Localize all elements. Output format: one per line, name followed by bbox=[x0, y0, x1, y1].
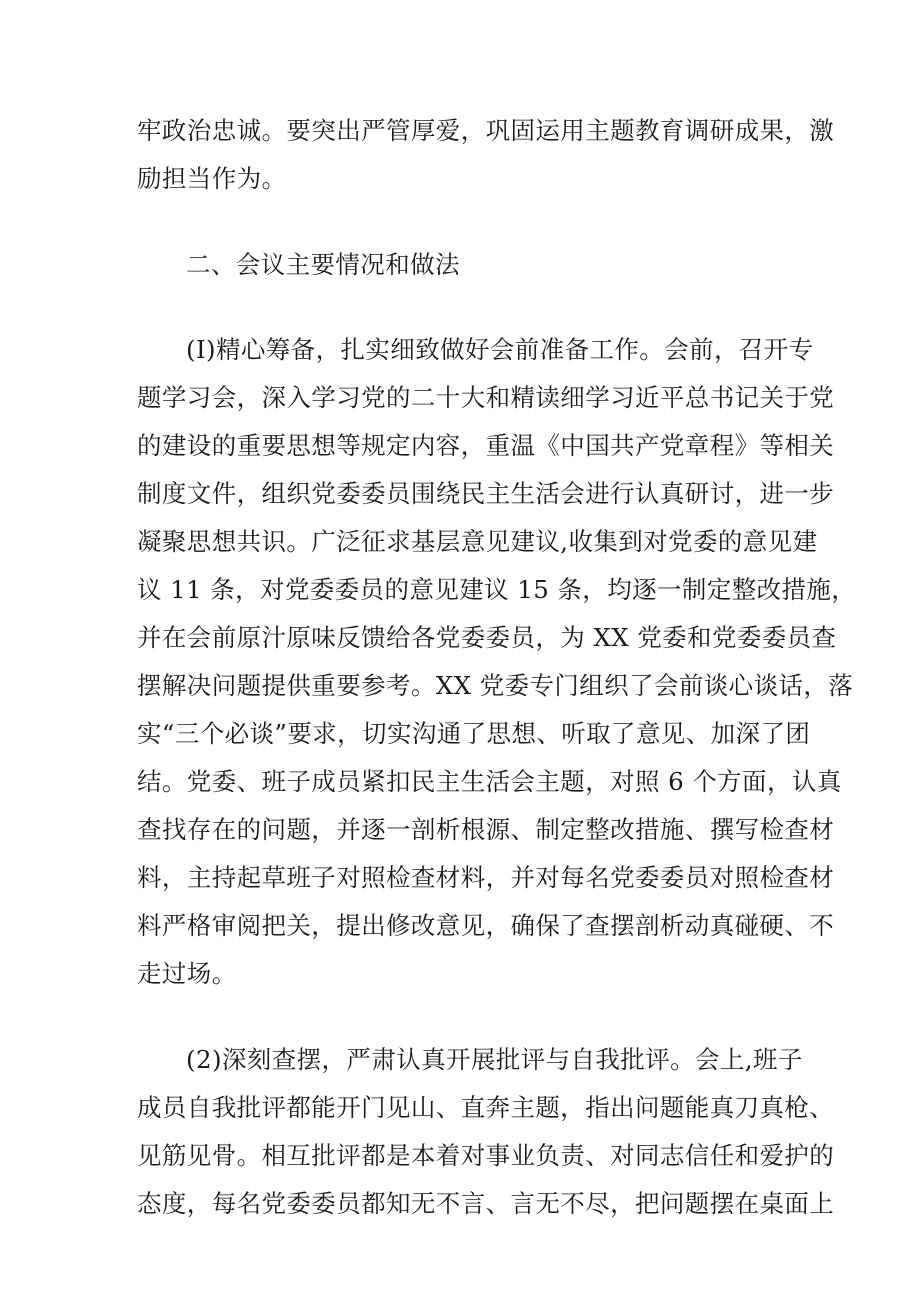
body-text-line: 励担当作为。 bbox=[137, 164, 287, 193]
body-text-line: 凝聚思想共识。广泛征求基层意见建议,收集到对党委的意见建 bbox=[137, 527, 818, 556]
body-text-line: 态度，每名党委委员都知无不言、言无不尽，把问题摆在桌面上 bbox=[137, 1189, 835, 1218]
body-text-line: 结。党委、班子成员紧扣民主生活会主题，对照 6 个方面，认真 bbox=[137, 767, 842, 796]
section-heading: 二、会议主要情况和做法 bbox=[186, 250, 460, 279]
body-text-line: 题学习会，深入学习党的二十大和精读细学习近平总书记关于党 bbox=[137, 383, 835, 412]
paragraph-first-line: (I)精心筹备，扎实细致做好会前准备工作。会前，召开专 bbox=[186, 335, 814, 364]
body-text-line: 制度文件，组织党委委员围绕民主生活会进行认真研讨，进一步 bbox=[137, 479, 835, 508]
body-text-line: 议 11 条，对党委委员的意见建议 15 条，均逐一制定整改措施， bbox=[137, 575, 857, 604]
body-text-line: 见筋见骨。相互批评都是本着对事业负责、对同志信任和爱护的 bbox=[137, 1141, 835, 1170]
body-text-line: 查找存在的问题，并逐一剖析根源、制定整改措施、撰写检查材 bbox=[137, 815, 835, 844]
body-text-line: 的建设的重要思想等规定内容，重温《中国共产党章程》等相关 bbox=[137, 431, 835, 460]
paragraph-first-line: (2)深刻查摆，严肃认真开展批评与自我批评。会上,班子 bbox=[186, 1045, 803, 1074]
body-text-line: 牢政治忠诚。要突出严管厚爱，巩固运用主题教育调研成果，激 bbox=[137, 116, 835, 145]
body-text-line: 料严格审阅把关，提出修改意见，确保了查摆剖析动真碰硬、不 bbox=[137, 911, 835, 940]
body-text-line: 并在会前原汁原味反馈给各党委委员，为 XX 党委和党委委员查 bbox=[137, 623, 837, 652]
body-text-line: 实“三个必谈”要求，切实沟通了思想、听取了意见、加深了团 bbox=[137, 719, 811, 748]
body-text-line: 料，主持起草班子对照检查材料，并对每名党委委员对照检查材 bbox=[137, 863, 835, 892]
body-text-line: 成员自我批评都能开门见山、直奔主题，指出问题能真刀真枪、 bbox=[137, 1093, 835, 1122]
body-text-line: 摆解决问题提供重要参考。XX 党委专门组织了会前谈心谈话，落 bbox=[137, 671, 854, 700]
body-text-line: 走过场。 bbox=[137, 959, 237, 988]
